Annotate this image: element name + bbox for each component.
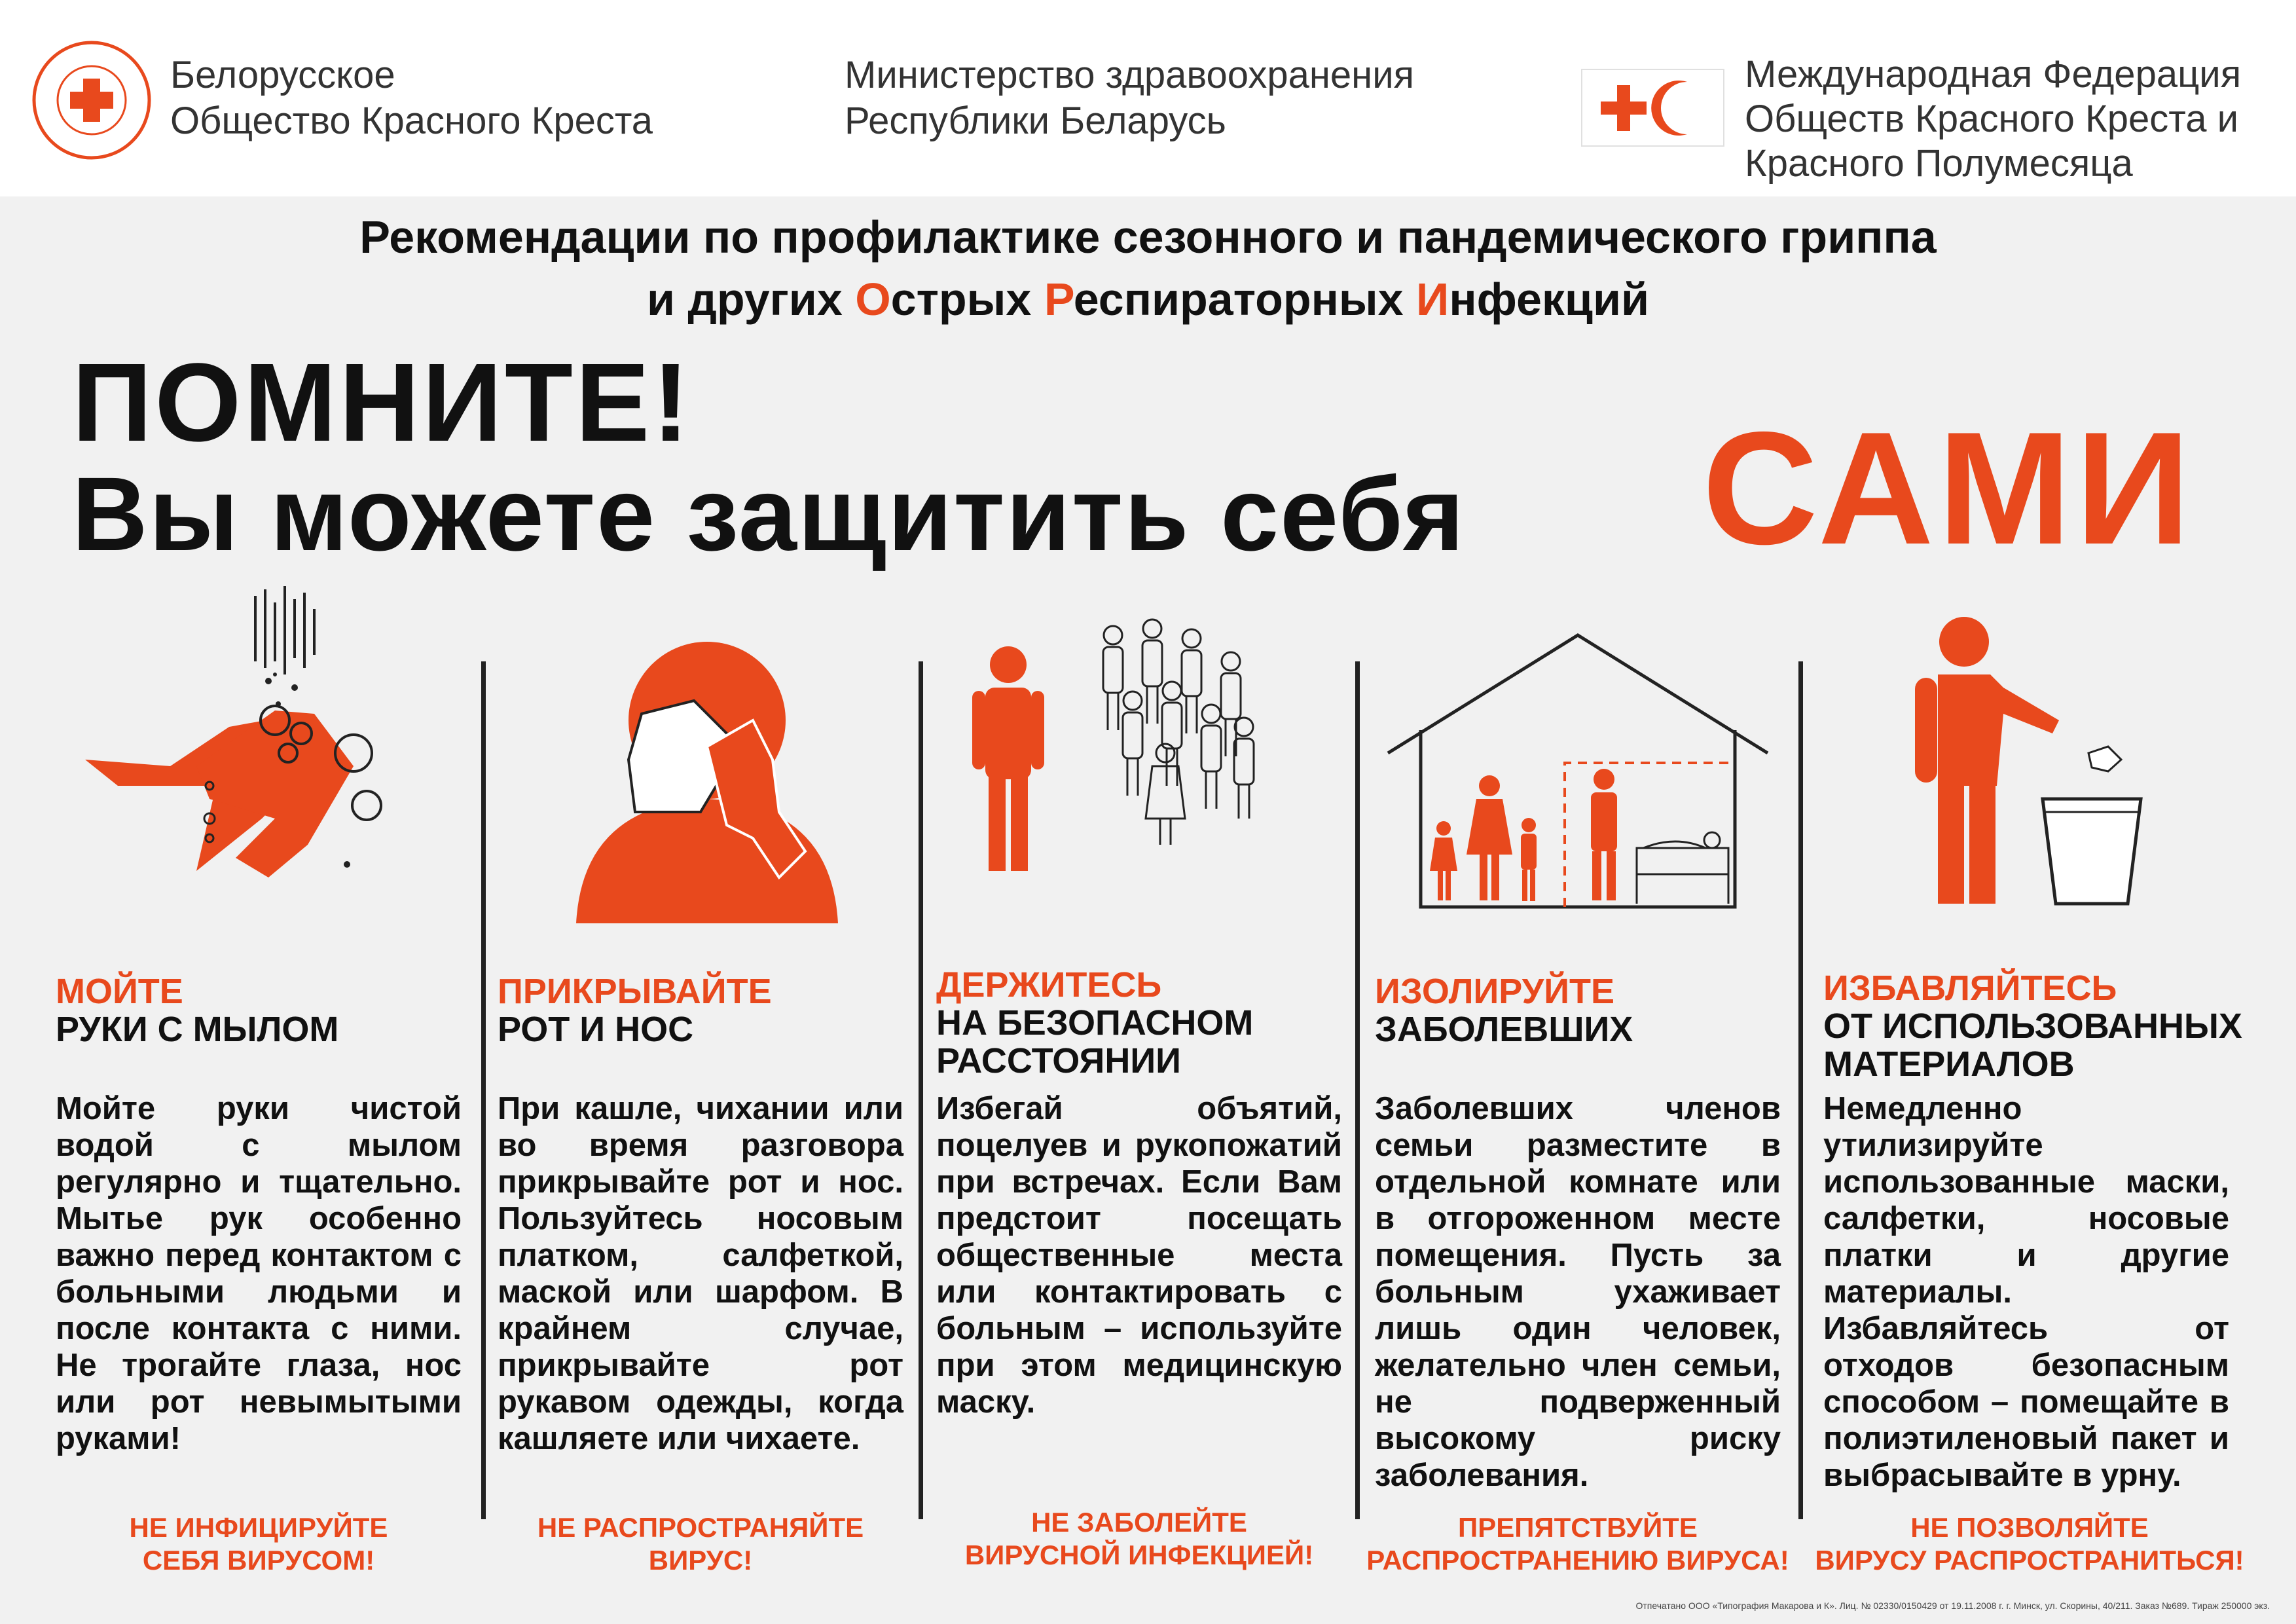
column-call-to-action [498, 1511, 903, 1577]
column-heading-action: ИЗБАВЛЯЙТЕСЬ [1823, 969, 2117, 1008]
subtitle-word2: еспираторных [1073, 274, 1417, 325]
call-line2: ВИРУС! [648, 1545, 753, 1576]
column-call-to-action [1807, 1511, 2252, 1577]
call-line2: ВИРУСНОЙ ИНФЕКЦИЕЙ! [964, 1540, 1314, 1570]
call-line1: НЕ ЗАБОЛЕЙТЕ [1031, 1507, 1247, 1538]
org1-line1: Белорусское [170, 54, 395, 96]
column-isolate-sick [1375, 972, 1781, 1048]
column-divider [1798, 661, 1803, 1519]
accent-letter-o: О [855, 274, 891, 325]
column-heading-object: ОТ ИСПОЛЬЗОВАННЫХ [1823, 1006, 2242, 1046]
column-keep-distance [936, 966, 1342, 1080]
org2-line2: Республики Беларусь [845, 100, 1226, 142]
subtitle-word3: нфекций [1449, 274, 1650, 325]
headline-remember: ПОМНИТЕ! [72, 341, 692, 465]
headline-protect: Вы можете защитить себя [72, 455, 1466, 572]
org-belarus-red-cross [170, 52, 653, 144]
org2-line1: Министерство здравоохранения [845, 54, 1414, 96]
org3-line2: Обществ Красного Креста и [1745, 98, 2238, 140]
call-line1: ПРЕПЯТСТВУЙТЕ [1458, 1512, 1698, 1543]
column-heading-object-line2: РАССТОЯНИИ [936, 1041, 1181, 1080]
subtitle-line1: Рекомендации по профилактике сезонного и пандемического гриппа [359, 212, 1937, 263]
column-body-text: Избегай объятий, поцелуев и рукопожатий при встречах. Если Вам предстоит посещать общественные места или контактировать с больным – используйте при этом медицинскую маску. [936, 1091, 1342, 1420]
org3-line1: Международная Федерация [1745, 53, 2242, 96]
org1-line2: Общество Красного Креста [170, 100, 653, 142]
belarus-red-cross-logo [29, 38, 154, 162]
column-body-text: Мойте руки чистой водой с мылом регулярно и тщательно. Мытье рук особенно важно перед контактом с больными людьми и после контакта с ними. Не трогайте глаза, нос или рот невымытыми руками! [56, 1091, 462, 1456]
column-divider [919, 661, 923, 1519]
accent-letter-i: И [1416, 274, 1449, 325]
org3-line3: Красного Полумесяца [1745, 142, 2133, 185]
column-heading-object: НА БЕЗОПАСНОМ [936, 1003, 1254, 1043]
isolation-house-icon [1381, 632, 1774, 913]
column-heading-object: РУКИ С МЫЛОМ [56, 1010, 339, 1049]
call-line1: НЕ РАСПРОСТРАНЯЙТЕ [537, 1512, 864, 1543]
subtitle-pre: и других [646, 274, 856, 325]
call-line2: ВИРУСУ РАСПРОСТРАНИТЬСЯ! [1815, 1545, 2244, 1576]
column-cover-mouth [498, 972, 903, 1048]
distance-crowd-icon [956, 609, 1322, 884]
column-body-text: При кашле, чихании или во время разговора прикрывайте рот и нос. Пользуйтесь носовым платком, салфеткой, маской или шарфом. В крайнем случае, прикрывайте рот рукавом одежды, когда кашляете или чихаете. [498, 1091, 903, 1456]
column-call-to-action [936, 1506, 1342, 1572]
column-heading-object: РОТ И НОС [498, 1010, 694, 1049]
column-heading-action: ДЕРЖИТЕСЬ [936, 965, 1162, 1005]
column-heading-object: ЗАБОЛЕВШИХ [1375, 1010, 1633, 1049]
column-divider [1355, 661, 1360, 1519]
column-call-to-action [72, 1511, 445, 1577]
subtitle-word1: стрых [890, 274, 1044, 325]
headline-self: САМИ [1702, 398, 2195, 578]
column-wash-hands [56, 972, 462, 1048]
call-line1: НЕ ИНФИЦИРУЙТЕ [129, 1512, 388, 1543]
column-divider [481, 661, 486, 1519]
call-line2: РАСПРОСТРАНЕНИЮ ВИРУСА! [1366, 1545, 1789, 1576]
poster-subtitle [0, 206, 2296, 331]
cross-crescent-emblem [1581, 69, 1724, 147]
subtitle-line2 [0, 268, 2296, 331]
print-imprint: Отпечатано ООО «Типография Макарова и К». Лиц. № 02330/0150429 от 19.11.2008 г. г. Минск, ул. Скорины, 40/211. Заказ №689. Тираж 250000 экз. [1635, 1600, 2270, 1611]
column-dispose-materials [1823, 969, 2269, 1083]
column-heading-action: МОЙТЕ [56, 972, 183, 1011]
hand-washing-icon [79, 570, 445, 923]
call-line2: СЕБЯ ВИРУСОМ! [142, 1545, 375, 1576]
call-line1: НЕ ПОЗВОЛЯЙТЕ [1910, 1512, 2149, 1543]
column-body-text: Заболевших членов семьи разместите в отдельной комнате или в отгороженном месте помещения. Пусть за больным ухаживает лишь один человек, желательно член семьи, не подверженный высокому риску заболевания. [1375, 1091, 1781, 1493]
org-ministry-of-health [845, 52, 1414, 144]
column-call-to-action [1362, 1511, 1794, 1577]
column-body-text: Немедленно утилизируйте использованные маски, салфетки, носовые платки и другие материалы. Избавляйтесь от отходов безопасным способом – помещайте в полиэтиленовый пакет и выбрасывайте в урну. [1823, 1091, 2229, 1493]
accent-letter-r: Р [1044, 274, 1074, 325]
column-heading-object-line2: МАТЕРИАЛОВ [1823, 1044, 2075, 1084]
header [0, 0, 2296, 196]
org-ifrc [1745, 52, 2241, 186]
column-heading-action: ПРИКРЫВАЙТЕ [498, 972, 772, 1011]
column-heading-action: ИЗОЛИРУЙТЕ [1375, 972, 1615, 1011]
cover-mouth-icon [563, 642, 851, 930]
trash-bin-icon [1899, 602, 2187, 910]
